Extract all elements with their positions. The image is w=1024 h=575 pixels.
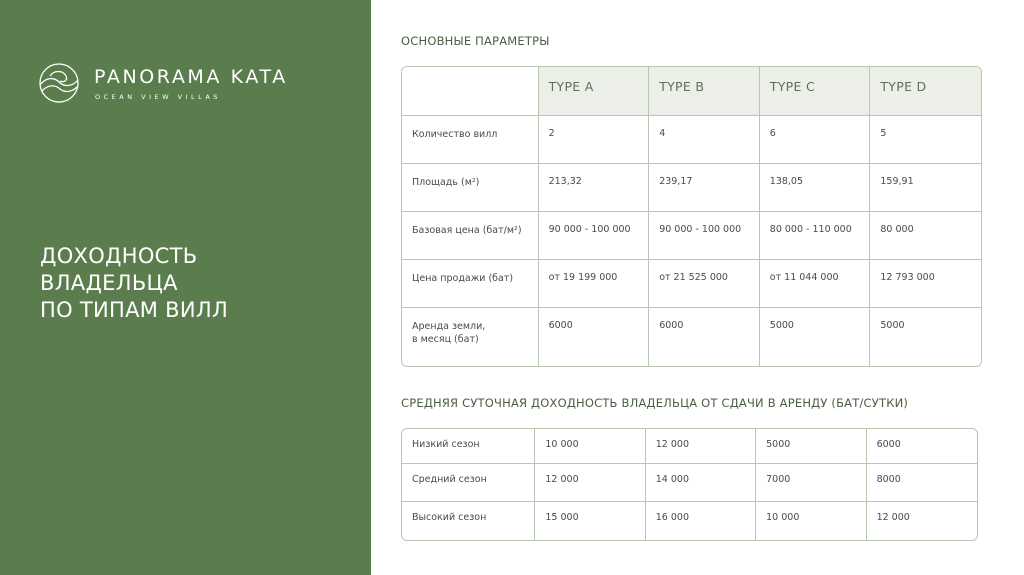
table-cell: 5 — [870, 116, 981, 164]
table-row — [402, 116, 981, 164]
table-cell: 213,32 — [539, 164, 650, 212]
row-label: Высокий сезон — [402, 502, 535, 540]
table-cell: 10 000 — [756, 502, 866, 540]
row-label-line: Аренда земли, — [412, 321, 486, 332]
table-cell: 6000 — [649, 308, 760, 366]
table-cell: от 11 044 000 — [760, 260, 871, 308]
table-cell: 7000 — [756, 464, 866, 502]
table-cell: 80 000 - 110 000 — [760, 212, 871, 260]
income-section-title: СРЕДНЯЯ СУТОЧНАЯ ДОХОДНОСТЬ ВЛАДЕЛЬЦА ОТ СДАЧИ В АРЕНДУ (БАТ/СУТКИ) — [401, 396, 909, 410]
row-label-line: в месяц (бат) — [412, 334, 479, 345]
table-cell: от 19 199 000 — [539, 260, 650, 308]
column-header: TYPE A — [539, 67, 650, 116]
table-cell: 8000 — [867, 464, 977, 502]
table-cell: 6000 — [539, 308, 650, 366]
table-row — [402, 464, 977, 502]
table-cell: 6 — [760, 116, 871, 164]
table-cell: 90 000 - 100 000 — [539, 212, 650, 260]
table-cell: 4 — [649, 116, 760, 164]
income-table — [401, 428, 978, 541]
table-cell: 14 000 — [646, 464, 756, 502]
table-cell: 80 000 — [870, 212, 981, 260]
table-cell: 12 000 — [876, 512, 910, 523]
table-cell: 12 000 — [535, 464, 645, 502]
table-cell: 10 000 — [535, 429, 645, 464]
table-cell: 159,91 — [870, 164, 981, 212]
table-row — [402, 260, 981, 308]
table-corner-cell — [402, 67, 539, 116]
column-header: TYPE B — [649, 67, 760, 116]
table-cell: 5000 — [880, 320, 905, 331]
page-title-line: ВЛАДЕЛЬЦА — [40, 271, 178, 295]
table-row — [402, 212, 981, 260]
page-title-line: ПО ТИПАМ ВИЛЛ — [40, 298, 229, 322]
table-row — [402, 429, 977, 464]
table-row — [402, 308, 981, 366]
row-label: Площадь (м²) — [402, 164, 539, 212]
brand-tagline: OCEAN VIEW VILLAS — [95, 92, 221, 101]
row-label: Базовая цена (бат/м²) — [402, 212, 539, 260]
wave-circle-logo-icon — [36, 60, 82, 106]
row-label — [402, 308, 539, 366]
content-area — [371, 0, 1024, 575]
row-label: Низкий сезон — [402, 429, 535, 464]
table-cell: от 21 525 000 — [649, 260, 760, 308]
table-cell: 12 000 — [646, 429, 756, 464]
page-title — [40, 243, 350, 324]
params-table — [401, 66, 982, 367]
table-row — [402, 502, 977, 540]
table-cell: 16 000 — [646, 502, 756, 540]
table-cell: 6000 — [867, 429, 977, 464]
table-cell: 15 000 — [535, 502, 645, 540]
params-section-title: ОСНОВНЫЕ ПАРАМЕТРЫ — [401, 34, 550, 48]
row-label: Количество вилл — [402, 116, 539, 164]
page-title-line: ДОХОДНОСТЬ — [40, 244, 198, 268]
table-cell: 12 793 000 — [870, 260, 981, 308]
table-cell: 5000 — [756, 429, 866, 464]
table-cell: 90 000 - 100 000 — [649, 212, 760, 260]
row-label: Цена продажи (бат) — [402, 260, 539, 308]
table-cell: 5000 — [760, 308, 871, 366]
brand-name: PANORAMA KATA — [94, 65, 288, 88]
table-cell: 239,17 — [649, 164, 760, 212]
table-cell: 138,05 — [760, 164, 871, 212]
column-header: TYPE C — [760, 67, 871, 116]
row-label: Средний сезон — [402, 464, 535, 502]
table-cell: 2 — [539, 116, 650, 164]
table-row — [402, 164, 981, 212]
left-panel — [0, 0, 371, 575]
column-header: TYPE D — [870, 67, 981, 116]
brand-logo — [36, 60, 288, 106]
table-header-row — [402, 67, 981, 116]
